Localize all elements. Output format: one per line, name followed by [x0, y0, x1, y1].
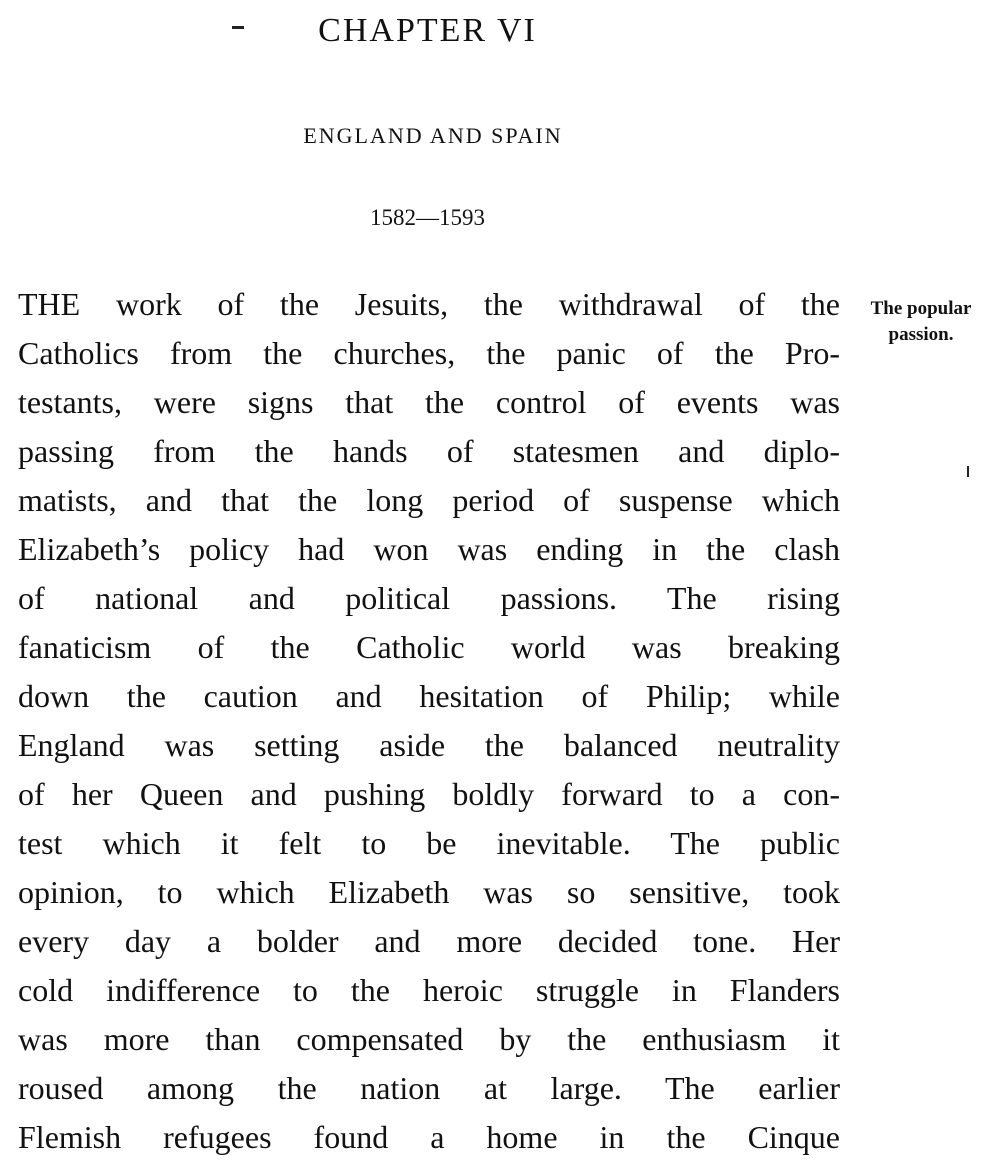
text-line: opinion, to which Elizabeth was so sensitive, took — [18, 874, 840, 910]
text-line: every day a bolder and more decided tone. Her — [18, 923, 840, 959]
text-line: Catholics from the churches, the panic of the Pro- — [18, 335, 840, 371]
text-line: of national and political passions. The rising — [18, 580, 840, 616]
text-line: cold indifference to the heroic struggle in Flanders — [18, 972, 840, 1008]
text-line: test which it felt to be inevitable. The public — [18, 825, 840, 861]
margin-note — [848, 296, 994, 348]
text-line: of her Queen and pushing boldly forward to a con- — [18, 776, 840, 812]
text-line: testants, were signs that the control of events was — [18, 384, 840, 420]
text-line: Flemish refugees found a home in the Cinque — [18, 1119, 840, 1155]
chapter-dates: 1582—1593 — [370, 205, 485, 230]
text-line: passing from the hands of statesmen and diplo- — [18, 433, 840, 469]
margin-note-line: passion. — [888, 324, 954, 345]
text-line: matists, and that the long period of suspense which — [18, 482, 840, 518]
text-line: England was setting aside the balanced neutrality — [18, 727, 840, 763]
chapter-title: ENGLAND AND SPAIN — [303, 123, 563, 148]
stray-mark — [967, 466, 969, 477]
text-line: Elizabeth’s policy had won was ending in the clash — [18, 531, 840, 567]
text-line: THE work of the Jesuits, the withdrawal of the — [18, 286, 840, 322]
text-line: roused among the nation at large. The earlier — [18, 1070, 840, 1106]
margin-note-line: The popular — [870, 298, 972, 319]
text-line: was more than compensated by the enthusiasm it — [18, 1021, 840, 1057]
text-line: down the caution and hesitation of Philip; while — [18, 678, 840, 714]
chapter-heading: CHAPTER VI — [318, 12, 537, 49]
text-line: fanaticism of the Catholic world was breaking — [18, 629, 840, 665]
body-paragraph — [18, 280, 840, 1162]
